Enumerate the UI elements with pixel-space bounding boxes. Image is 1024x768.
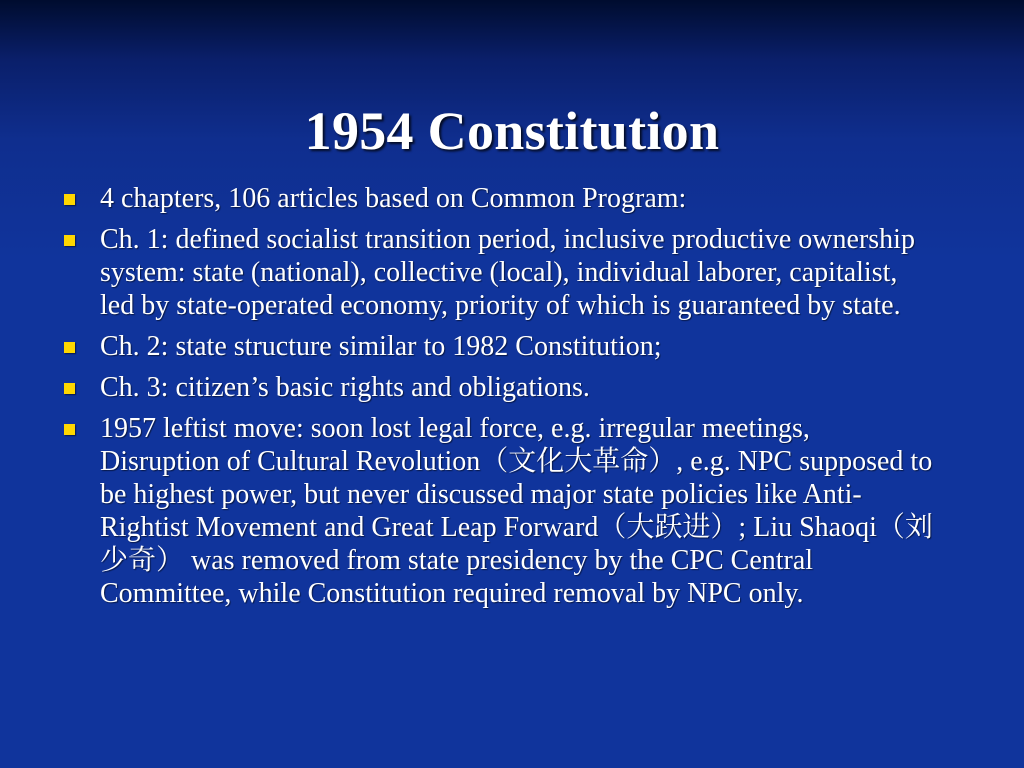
square-bullet-icon bbox=[64, 383, 75, 394]
square-bullet-icon bbox=[64, 342, 75, 353]
bullet-text-4: Ch. 3: citizen’s basic rights and obligations. bbox=[100, 372, 590, 403]
square-bullet-icon bbox=[64, 235, 75, 246]
bullet-item-2 bbox=[62, 223, 934, 322]
square-bullet-icon bbox=[64, 424, 75, 435]
bullet-list bbox=[62, 182, 934, 618]
bullet-item-5 bbox=[62, 412, 934, 610]
bullet-text-2: Ch. 1: defined socialist transition period, inclusive productive ownership system: state (national), collective (local), individual laborer, capitalist, led by state-operated economy, priority of which is guaranteed by state. bbox=[100, 224, 915, 321]
slide-title: 1954 Constitution bbox=[304, 101, 720, 162]
bullet-text-1: 4 chapters, 106 articles based on Common Program: bbox=[100, 183, 687, 214]
bullet-item-1 bbox=[62, 182, 934, 215]
bullet-text-3: Ch. 2: state structure similar to 1982 Constitution; bbox=[100, 331, 662, 362]
bullet-text-5: 1957 leftist move: soon lost legal force, e.g. irregular meetings, Disruption of Cultural Revolution（文化大革命）, e.g. NPC supposed to be highest power, but never discussed major state policies like Anti-Rightist Movement and Great Leap Forward（大跃进）; Liu Shaoqi（刘少奇） was removed from state presidency by the CPC Central Committee, while Constitution required removal by NPC only. bbox=[100, 413, 933, 609]
square-bullet-icon bbox=[64, 194, 75, 205]
bullet-item-3 bbox=[62, 330, 934, 363]
bullet-item-4 bbox=[62, 371, 934, 404]
